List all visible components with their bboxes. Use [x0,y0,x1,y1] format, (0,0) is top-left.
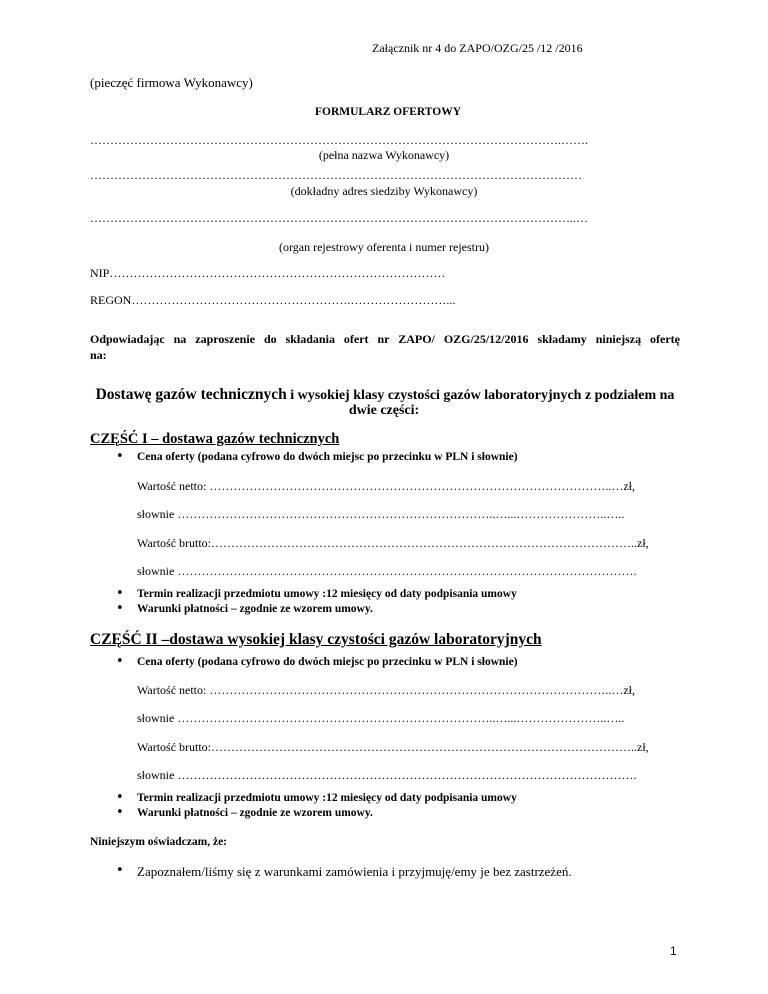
declaration-heading: Niniejszym oświadczam, że: [90,836,228,848]
bullet-icon: • [116,863,124,878]
intro-line-1: Odpowiadając na zaproszenie do składania ofert nr ZAPO/ OZG/25/12/2016 składamy niniejszą ofertę [90,332,680,346]
company-stamp-label: (pieczęć firmowa Wykonawcy) [90,75,253,90]
part-2-gross-value: Wartość brutto:……………………………………………………………………………………………..zł, [137,740,649,754]
part-2-term: Termin realizacji przedmiotu umowy :12 miesięcy od daty podpisania umowy [137,792,517,804]
part-2-heading: CZĘŚĆ II –dostawa wysokiej klasy czystości gazów laboratoryjnych [90,631,542,648]
contractor-name-line: ……………………………………………………………………………………………………….……. [90,133,588,147]
part-1-net-value: Wartość netto: ………………………………………………………………………………………..…zł, [137,479,636,493]
intro-line-2: na: [90,348,107,362]
subject-connector: i [286,388,298,403]
part-1-heading: CZĘŚĆ I – dostawa gazów technicznych [90,431,340,447]
bullet-icon: • [116,790,124,805]
part-2-payment: Warunki płatności – zgodnie ze wzorem umowy. [137,807,373,819]
declaration-item-1: Zapoznałem/liśmy się z warunkami zamówienia i przyjmuję/emy je bez zastrzeżeń. [137,864,572,879]
part-2-gross-words: słownie ……………………………………………………………………………………………………. [137,768,637,782]
registry-caption: (organ rejestrowy oferenta i numer rejestru) [278,240,490,254]
nip-field: NIP………………………………………………………………………… [90,266,446,280]
contractor-address-caption: (dokładny adres siedziby Wykonawcy) [290,184,478,198]
bullet-icon: • [116,805,124,820]
part-2-net-value: Wartość netto: ………………………………………………………………………………………..…zł, [137,683,636,697]
part-2-net-words: słownie ……………………………………………………………………..…...…………………..….. [137,711,625,725]
bullet-icon: • [116,586,124,601]
subject-part-b: wysokiej klasy czystości gazów laboratoryjnych z podziałem na [297,388,675,403]
contractor-name-caption: (pełna nazwa Wykonawcy) [318,148,450,162]
contractor-address-line: …………………………………………………………………………………………………………… [90,168,582,182]
form-title: FORMULARZ OFERTOWY [314,106,461,118]
subject-part-a: Dostawę gazów technicznych [95,386,287,403]
bullet-icon: • [116,601,124,616]
attachment-reference: Załącznik nr 4 do ZAPO/OZG/25 /12 /2016 [372,41,583,55]
part-1-term: Termin realizacji przedmiotu umowy :12 miesięcy od daty podpisania umowy [137,588,517,600]
part-1-gross-value: Wartość brutto:……………………………………………………………………………………………..zł, [137,536,649,550]
subject-line-1 [90,386,680,404]
registry-line: …………………………………………………………………………………………………………..… [90,211,588,225]
part-1-net-words: słownie ……………………………………………………………………..…...…………………..….. [137,507,625,521]
regon-field: REGON……………………………………………….……………………... [90,293,456,307]
part-1-price-bullet: Cena oferty (podana cyfrowo do dwóch miejsc po przecinku w PLN i słownie) [137,451,518,463]
part-2-price-bullet: Cena oferty (podana cyfrowo do dwóch miejsc po przecinku w PLN i słownie) [137,656,518,668]
subject-line-2: dwie części: [348,403,420,418]
page-number: 1 [670,944,677,958]
bullet-icon: • [116,654,124,669]
bullet-icon: • [116,449,124,464]
part-1-gross-words: słownie ……………………………………………………………………………………………………. [137,564,637,578]
part-1-payment: Warunki płatności – zgodnie ze wzorem umowy. [137,603,373,615]
